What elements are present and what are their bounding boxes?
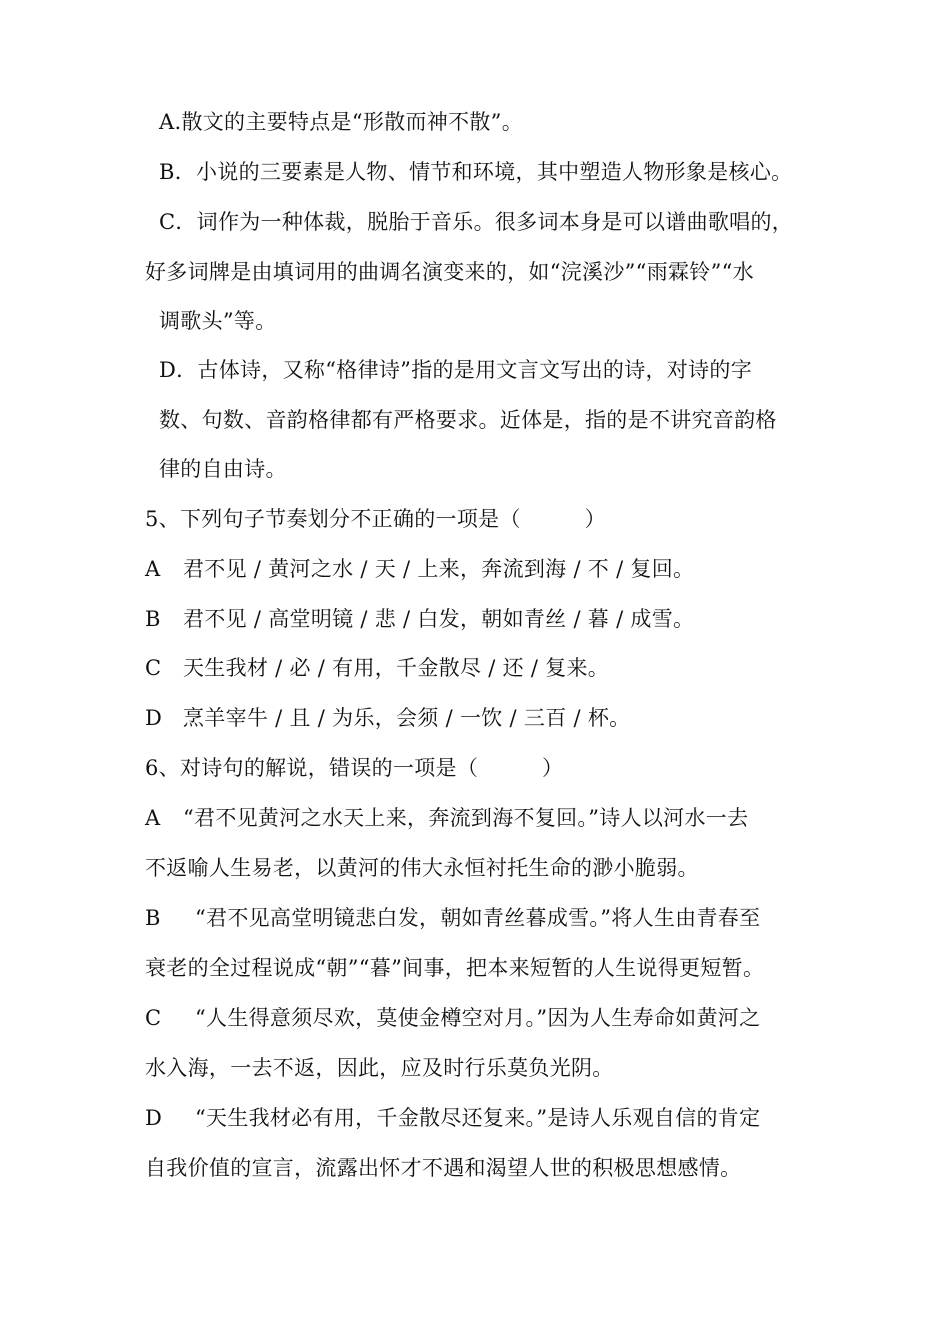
option-label: B <box>145 607 161 631</box>
question-5-stem: 5、下列句子节奏划分不正确的一项是（ ） <box>145 507 606 531</box>
question-6-option-a-line-2: 不返喻人生易老，以黄河的伟大永恒衬托生命的渺小脆弱。 <box>145 856 699 880</box>
question-6-option-c-line-2: 水入海，一去不返，因此，应及时行乐莫负光阴。 <box>145 1056 614 1080</box>
question-5-option-c <box>145 654 609 682</box>
question-6-option-d-line-2: 自我价值的宣言，流露出怀才不遇和渴望人世的积极思想感情。 <box>145 1156 742 1180</box>
option-label: C <box>145 656 162 680</box>
option-text: “君不见高堂明镜悲白发，朝如青丝暮成雪。”将人生由青春至 <box>195 906 761 930</box>
option-text: “君不见黄河之水天上来，奔流到海不复回。”诗人以河水一去 <box>183 806 749 830</box>
option-4a-line-1: A.散文的主要特点是“形散而神不散”。 <box>159 110 524 134</box>
option-4c-line-1: C．词作为一种体裁，脱胎于音乐。很多词本身是可以谱曲歌唱的， <box>159 210 794 234</box>
option-label: B <box>145 906 161 930</box>
option-text: “天生我材必有用，千金散尽还复来。”是诗人乐观自信的肯定 <box>195 1106 761 1130</box>
option-4c-line-3: 调歌头”等。 <box>159 309 277 333</box>
option-text: 君不见 / 高堂明镜 / 悲 / 白发，朝如青丝 / 暮 / 成雪。 <box>183 607 695 631</box>
question-6-option-a-line-1 <box>145 804 748 832</box>
option-text: 君不见 / 黄河之水 / 天 / 上来，奔流到海 / 不 / 复回。 <box>183 557 695 581</box>
question-6-stem: 6、对诗句的解说，错误的一项是（ ） <box>145 756 564 780</box>
option-label: A <box>145 557 161 581</box>
option-label: D <box>145 1106 163 1130</box>
option-text: “人生得意须尽欢，莫使金樽空对月。”因为人生寿命如黄河之 <box>195 1006 761 1030</box>
option-label: D <box>145 706 163 730</box>
option-text: 烹羊宰牛 / 且 / 为乐，会须 / 一饮 / 三百 / 杯。 <box>183 706 631 730</box>
question-5-option-b <box>145 605 694 633</box>
option-4b-line-1: B．小说的三要素是人物、情节和环境，其中塑造人物形象是核心。 <box>159 160 793 184</box>
question-6-option-d-line-1 <box>145 1104 760 1132</box>
question-6-option-b-line-1 <box>145 904 760 932</box>
option-4d-line-3: 律的自由诗。 <box>159 457 287 481</box>
question-6-option-b-line-2: 衰老的全过程说成“朝”“暮”间事，把本来短暂的人生说得更短暂。 <box>145 956 765 980</box>
option-text: 天生我材 / 必 / 有用，千金散尽 / 还 / 复来。 <box>183 656 610 680</box>
question-6-option-c-line-1 <box>145 1004 760 1032</box>
question-5-option-d <box>145 704 630 732</box>
option-label: A <box>145 806 161 830</box>
option-4d-line-2: 数、句数、音韵格律都有严格要求。近体是，指的是不讲究音韵格 <box>159 408 777 432</box>
option-label: C <box>145 1006 162 1030</box>
option-4d-line-1: D．古体诗，又称“格律诗”指的是用文言文写出的诗，对诗的字 <box>159 358 753 382</box>
question-5-option-a <box>145 555 694 583</box>
option-4c-line-2: 好多词牌是由填词用的曲调名演变来的，如“浣溪沙”“雨霖铃”“水 <box>145 260 754 284</box>
